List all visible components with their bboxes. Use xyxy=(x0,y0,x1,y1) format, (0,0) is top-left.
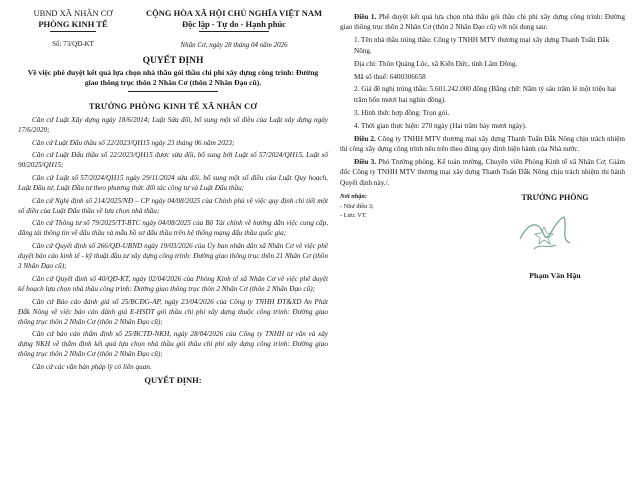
article-3-label: Điều 3. xyxy=(354,157,376,166)
article-3-text: Phó Trưởng phòng, Kế toán trường, Chuyên viên Phòng Kinh tế xã Nhân Cơ; Giám đốc Công ty TNHH MTV thương mại xây dựng Thanh Tuấn Đắk Nông chịu trách nhiệm thi hành Quyết định này./. xyxy=(340,157,625,187)
right-column xyxy=(340,12,625,301)
article-1-items xyxy=(340,35,625,131)
issuing-authority xyxy=(18,8,128,32)
document-header xyxy=(18,0,328,54)
signer-title: TRƯỞNG PHÒNG xyxy=(521,192,589,202)
authority-heading: TRƯỞNG PHÒNG KINH TẾ XÃ NHÂN CƠ xyxy=(89,102,257,111)
recipient-item: - Như điều 3; xyxy=(340,202,374,210)
org-line1: UBND XÃ NHÂN CƠ xyxy=(33,8,113,18)
article-1-item: 3. Hình thức hợp đồng: Trọn gói. xyxy=(354,108,450,117)
document-date: Nhân Cơ, ngày 28 tháng 04 năm 2026 xyxy=(180,41,288,49)
legal-basis-item: Căn cứ Luật Đấu thầu số 22/2023/QH15 ngày 23 tháng 06 năm 2023; xyxy=(32,138,235,147)
motto-underline xyxy=(199,31,269,32)
document-subject: Về việc phê duyệt kết quả lựa chọn nhà thầu gói thầu chi phí xây dựng công trình: Đường giao thông trục thôn 2 Nhân Cơ (thôn 2 Nhân Đạo cũ). xyxy=(27,68,319,87)
article-1-label: Điều 1. xyxy=(354,13,377,21)
legal-bases xyxy=(18,115,328,372)
org-underline xyxy=(50,31,96,32)
legal-basis-item: Căn cứ Luật Xây dựng ngày 18/6/2014; Luật Sửa đổi, bổ sung một số điều của Luật xây dựng ngày 17/6/2020; xyxy=(18,116,328,135)
legal-basis-item: Căn cứ Luật Đấu thầu số 22/2023/QH15 được sửa đổi, bổ sung bởi Luật số 57/2024/QH15, Luật số 90/2025/QH15; xyxy=(18,151,328,170)
article-2-label: Điều 2. xyxy=(354,134,376,143)
legal-basis-item: Căn cứ Quyết định số 266/QĐ-UBND ngày 19/03/2026 của Ủy ban nhân dân xã Nhân Cơ về việc phê duyệt báo cáo kinh tế - kỹ thuật đầu tư xây dựng công trình: Đường giao thông trục thôn 21 Nhân Cơ (thôn 3 Nhân Đạo cũ); xyxy=(18,242,328,271)
legal-basis-item: Căn cứ báo cáo thẩm định số 25/BCTĐ-NKH, ngày 28/04/2026 của Công ty TNHH tư vấn và xây dựng NKH về thẩm định kết quả lựa chọn nhà thầu gói thầu chi phí xây dựng công trình: Đường giao thông trục thôn 2 Nhân Cơ (thôn 2 Nhân Đạo cũ); xyxy=(18,330,328,359)
article-1-item: Địa chỉ: Thôn Quảng Lộc, xã Kiến Đức, tỉnh Lâm Đồng. xyxy=(354,59,518,68)
article-2-text: Công ty TNHH MTV thương mại xây dựng Thanh Tuấn Đắk Nông chịu trách nhiệm thi công xây dựng công trình nêu trên theo đúng quy định hiện hành của Nhà nước. xyxy=(340,134,626,153)
signature-block xyxy=(340,191,625,301)
article-1-item: 2. Giá đề nghị trúng thầu: 5.601.242.000 đồng (Bằng chữ: Năm tỷ sáu trăm lẻ một triệu hai trăm bốn mươi hai nghìn đồng). xyxy=(354,85,616,104)
legal-basis-item: Căn cứ Nghị định số 214/2025/NĐ – CP ngày 04/08/2025 của Chính phủ về việc quy định chi tiết một số điều của Luật Đấu thầu về lựa chọn nhà thầu; xyxy=(18,196,328,215)
national-header xyxy=(140,8,328,32)
decide-heading: QUYẾT ĐỊNH: xyxy=(144,374,202,385)
recipient-item: - Lưu: VT. xyxy=(340,211,367,219)
signer-name: Phạm Văn Hậu xyxy=(529,270,581,280)
nation-name: CỘNG HÒA XÃ HỘI CHỦ NGHĨA VIỆT NAM xyxy=(145,8,323,18)
subject-underline xyxy=(128,91,218,92)
article-2 xyxy=(340,134,625,155)
article-1-text: Phê duyệt kết quả lựa chọn nhà thầu gói thầu chi phí xây dựng công trình: Đường giao thông trục thôn 2 Nhân Cơ (thôn 2 Nhân Đạo cũ) với nội dung sau: xyxy=(340,13,626,32)
official-stamp-icon xyxy=(514,209,576,259)
document-title: QUYẾT ĐỊNH xyxy=(142,56,204,66)
article-1-item: 1. Tên nhà thầu trúng thầu: Công ty TNHH MTV thương mại xây dựng Thanh Tuấn Đắk Nông. xyxy=(354,36,610,55)
article-1-item: 4. Thời gian thực hiện: 270 ngày (Hai trăm bảy mươi ngày). xyxy=(354,121,527,130)
legal-basis-item: Căn cứ các văn bản pháp lý có liên quan. xyxy=(32,363,152,372)
recipients-label: Nơi nhận: xyxy=(340,192,368,200)
legal-basis-item: Căn cứ Luật số 57/2024/QH15 ngày 29/11/2024 sửa đổi, bổ sung một số điều của Luật Quy hoạch, Luật Đầu tư, Luật Đầu tư theo phương thức đối tác công tư và Luật Đấu thầu; xyxy=(18,173,328,193)
org-line2: PHÒNG KINH TẾ xyxy=(38,19,108,29)
left-column xyxy=(18,0,328,385)
article-1 xyxy=(340,12,625,33)
legal-basis-item: Căn cứ Báo cáo đánh giá số 25/BCĐG-AP, ngày 23/04/2026 của Công ty TNHH ĐT&XD An Phát Đắk Nông về việc báo cáo đánh giá E-HSDT gói thầu chi phí xây dựng thuộc công trình: Đường giao thông trục thôn 2 Nhân Cơ (thôn 2 Nhân Đạo cũ); xyxy=(18,297,328,326)
document-number: Số: 73/QĐ-KT xyxy=(52,40,94,48)
article-1-item: Mã số thuế: 6400306658 xyxy=(354,72,426,81)
legal-basis-item: Căn cứ Quyết định số 40/QĐ-KT, ngày 02/04/2026 của Phòng Kinh tế xã Nhân Cơ về việc phê duyệt kế hoạch lựa chọn nhà thầu công trình: Đường giao thông trục thôn 2 Nhân Cơ (thôn 2 Nhân Đạo cũ); xyxy=(18,274,328,293)
article-3 xyxy=(340,157,625,188)
motto: Độc lập - Tự do - Hạnh phúc xyxy=(182,19,286,29)
legal-basis-item: Căn cứ Thông tư số 79/2025/TT-BTC ngày 04/08/2025 của Bộ Tài chính về hướng dẫn việc cung cấp, đăng tải thông tin về đấu thầu và mẫu hồ sơ đấu thầu trên hệ thống mạng đấu thầu quốc gia; xyxy=(18,219,328,238)
